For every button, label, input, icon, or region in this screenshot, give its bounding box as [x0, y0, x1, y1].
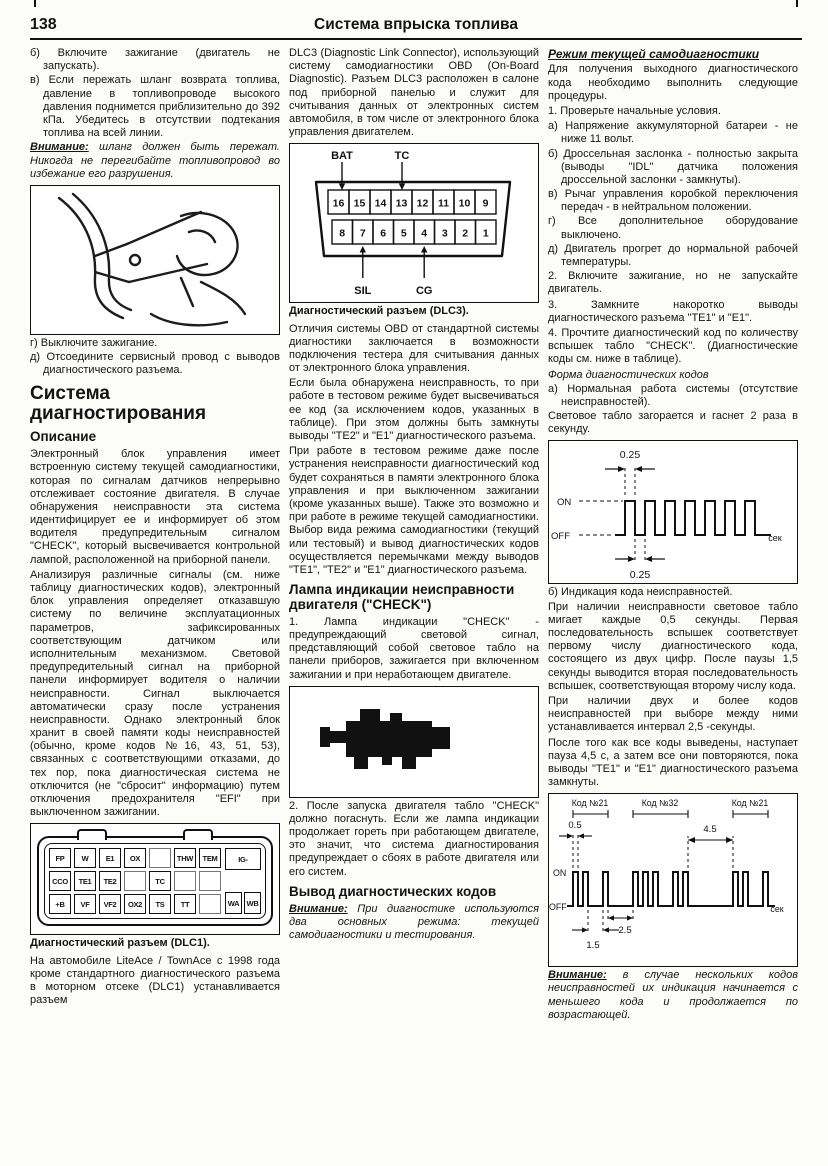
paragraph: 3. Замкните накоротко выводы диагностического разъема "ТЕ1" и "Е1". — [548, 298, 798, 324]
paragraph: Для получения выходного диагностического кода необходимо выполнить следующие процедуры. — [548, 63, 798, 102]
check-engine-icon — [290, 687, 536, 797]
pin-number: 2 — [462, 227, 469, 240]
axis-label-off: OFF — [551, 531, 570, 543]
pin-label: TE2 — [99, 871, 121, 891]
code-label: Код №21 — [571, 798, 609, 809]
pin-number: 10 — [458, 197, 471, 210]
paragraph: Световое табло загорается и гаснет 2 раза в секунду. — [548, 410, 798, 436]
dlc3-connector-figure — [289, 143, 539, 303]
warning-label: Внимание: — [289, 902, 348, 915]
pin-number: 13 — [395, 197, 408, 210]
pin-number: 16 — [332, 197, 345, 210]
pin-label — [199, 871, 221, 891]
pin-number: 11 — [437, 197, 450, 210]
paragraph: д) Отсоедините сервисный провод с выводов диагностического разъема. — [30, 351, 280, 377]
paragraph: 2. После запуска двигателя табло "CHECK" должно погаснуть. Если же лампа индикации продолжает гореть при работающем двигателе, это значит, что система диагностирования предупреждает о сбоях в работе двигателя или его систем. — [289, 799, 539, 878]
pin-label — [174, 871, 196, 891]
pin-label: TT — [174, 894, 196, 914]
pin-label — [199, 894, 221, 914]
pin-label: TC — [149, 871, 171, 891]
paragraph: в) Если пережать шланг возврата топлива, давление в топливопроводе высокого давления поднимется приблизительно до 392 кПа. Убедитесь в отсутствии подтекания топлива на всей линии. — [30, 74, 280, 140]
middle-column — [289, 47, 539, 1024]
pin-number: 4 — [421, 227, 428, 240]
axis-label-sec: сек — [770, 904, 784, 915]
pin-number: 3 — [441, 227, 448, 240]
pin-label: WB — [244, 892, 261, 914]
pin-label: OX2 — [124, 894, 146, 914]
warning-label: Внимание: — [548, 969, 607, 982]
paragraph: 4. Прочтите диагностический код по количеству вспышек табло "CHECK". (Диагностические коды см. ниже в таблице). — [548, 326, 798, 366]
pin-number: 9 — [482, 197, 489, 210]
paragraph: 1. Проверьте начальные условия. — [548, 104, 721, 117]
page-number: 138 — [30, 16, 57, 33]
fault-code-waveform-figure — [548, 793, 798, 967]
three-column-layout — [0, 40, 828, 1024]
pin-label: +B — [49, 894, 71, 914]
paragraph: После того как все коды выведены, наступает пауза 4,5 с, а затем все они повторяются, пока выводы "ТЕ1" и "Е1" диагностического разъема замкнуты. — [548, 736, 798, 789]
axis-label-sec: сек — [768, 533, 782, 544]
fuel-hose-clamp-illustration — [31, 186, 277, 334]
paragraph: DLC3 (Diagnostic Link Connector), использующий систему самодиагностики OBD (On-Board Diagnostic). Разъем DLC3 расположен в салоне под приборной панелью и служит для считывания данных от электронных систем автомобиля, в том числе от электронного блока управления двигателем. — [289, 47, 539, 139]
pin-label: TC — [394, 150, 410, 163]
paragraph: Если была обнаружена неисправность, то при работе в тестовом режиме будет высвечиваться ее код (за исключением кодов, указанных в таблице). При этом должны быть замкнуты выводы "ТЕ2" и "Е1" диагностического разъема. — [289, 377, 539, 442]
fuel-hose-clamp-figure — [30, 185, 280, 335]
dimension-label: 0.25 — [629, 569, 651, 582]
dimension-label: 0.5 — [568, 820, 582, 832]
warning-note: Внимание: При диагностике используются два основных режима: текущей самодиагностики и тестирования. — [289, 902, 539, 942]
pin-label: OX — [124, 848, 146, 868]
axis-label-off: OFF — [549, 902, 567, 913]
paragraph: При наличии двух и более кодов неисправностей при выборе между ними устанавливается интервал 2,5 -секунды. — [548, 694, 798, 734]
pin-number: 12 — [416, 197, 429, 210]
connector-tab — [183, 829, 213, 840]
paragraph: г) Выключите зажигание. — [30, 336, 158, 349]
pin-number: 15 — [353, 197, 366, 210]
pin-label: TEM — [199, 848, 221, 868]
normal-operation-waveform-figure — [548, 440, 798, 584]
pin-label: BAT — [331, 150, 353, 163]
paragraph: 1. Лампа индикации "CHECK" - предупреждающий световой сигнал, представляющий собой световое табло на панели приборов, зажигается при включенном зажигании и при неработающем двигателе. — [289, 615, 539, 681]
pin-label: CCO — [49, 871, 71, 891]
axis-label-on: ON — [553, 868, 567, 879]
subsection-heading: Описание — [30, 429, 97, 445]
pin-label: WA — [225, 892, 242, 914]
paragraph: а) Нормальная работа системы (отсутствие неисправностей). — [548, 382, 798, 408]
warning-label: Внимание: — [30, 141, 89, 154]
normal-operation-waveform — [549, 441, 795, 583]
pin-label: VF2 — [99, 894, 121, 914]
crop-mark — [34, 0, 36, 7]
right-column — [548, 47, 798, 1024]
dlc1-connector-figure — [30, 823, 280, 935]
dimension-label: 4.5 — [703, 824, 717, 836]
paragraph: Анализируя различные сигналы (см. ниже таблицу диагностических кодов), электронный блок управления определяет отказавшую систему по величине эксплуатационных параметров, зафиксированных соответствующим датчиком или исполнительным механизмом. Световой предупредительный сигнал на приборной панели информирует водителя о наличии неисправности. Сигнал выключается автоматически сразу после устранения неисправности. Однако электронный блок хранит в своей памяти коды неисправностей (обычно, кроме кодов №16, 43, 51, 53), связанных с соответствующими отказами, до тех пор, пока диагностическая система не отключится (не "сбросит" информацию) путем отключения предохранителя "EFI" при выключенном зажигании. — [30, 568, 280, 819]
paragraph: При работе в тестовом режиме даже после устранения неисправности диагностический код будет сохраняться в памяти электронного блока управления и при выключенном зажигании (кроме указанных выше). Также это возможно и при работе в режиме текущей самодиагностики. Выбор вида режима самодиагностики (текущий или тестовый) и вывод диагностических кодов осуществляется перемычками между выводов "ТЕ1", "ТЕ2" и "Е1" диагностического разъема. — [289, 445, 539, 576]
pin-label: TS — [149, 894, 171, 914]
fault-code-waveform — [549, 794, 795, 966]
mode-heading: Режим текущей самодиагностики — [548, 47, 760, 61]
pin-label: TE1 — [74, 871, 96, 891]
pin-label: SIL — [354, 285, 372, 298]
connector-tab — [77, 829, 107, 840]
figure-caption: Диагностический разъем (DLC3). — [289, 305, 469, 318]
code-label: Код №21 — [731, 798, 769, 809]
pin-label: FP — [49, 848, 71, 868]
paragraph: д) Двигатель прогрет до нормальной рабочей температуры. — [548, 242, 798, 269]
paragraph: б) Индикация кода неисправностей. — [548, 586, 733, 599]
paragraph: б) Дроссельная заслонка - полностью закрыта (выводы "IDL" датчика положения дроссельной заслонки - замкнуты). — [548, 147, 798, 186]
axis-label-on: ON — [557, 497, 572, 509]
dlc1-pin-grid — [49, 848, 221, 914]
paragraph: г) Все дополнительное оборудование выключено. — [548, 215, 798, 241]
pin-label: VF — [74, 894, 96, 914]
paragraph: 2. Включите зажигание, но не запускайте двигатель. — [548, 270, 798, 296]
paragraph: а) Напряжение аккумуляторной батареи - не ниже 11 вольт. — [548, 120, 798, 146]
crop-mark — [796, 0, 798, 7]
pin-number: 1 — [482, 227, 489, 240]
pin-number: 5 — [400, 227, 407, 240]
paragraph: На автомобиле LiteAce / TownAce с 1998 года кроме стандартного диагностического разъема в моторном отсеке (DLC1) устанавливается разъем — [30, 954, 280, 1007]
warning-note: Внимание: шланг должен быть пережат. Никогда не перегибайте топливопровод во избежание его разрушения. — [30, 141, 280, 180]
pin-number: 8 — [339, 227, 346, 240]
subsection-heading: Вывод диагностических кодов — [289, 883, 497, 899]
pin-label: W — [74, 848, 96, 868]
paragraph: б) Включите зажигание (двигатель не запускать). — [30, 47, 280, 73]
paragraph: При наличии неисправности световое табло мигает каждые 0,5 секунды. Первая последовательность вспышек соответствует первому числу диагностического кода, состоящего из двух цифр. После паузы 1,5 секунды выводится вторая последовательность вспышек, соответствующая второму числу кода. — [548, 600, 798, 692]
dlc3-connector-diagram — [290, 144, 536, 302]
pin-label — [124, 871, 146, 891]
code-label: Код №32 — [641, 798, 679, 809]
paragraph: Отличия системы OBD от стандартной системы диагностики заключается в возможности подключения тестера для считывания данных от электронного блока управления. — [289, 322, 539, 375]
pin-number: 7 — [359, 227, 366, 240]
figure-caption: Диагностический разъем (DLC1). — [30, 937, 210, 950]
dimension-label: 0.25 — [619, 449, 641, 462]
page-header — [30, 8, 802, 40]
dlc1-connector — [37, 836, 273, 926]
dimension-label: 2.5 — [618, 925, 632, 937]
pin-label: CG — [415, 285, 433, 298]
warning-note: Внимание: в случае нескольких кодов неисправностей их индикация начинается с меньшего кода и продолжается по возрастающей. — [548, 969, 798, 1021]
pin-number: 14 — [374, 197, 387, 210]
pin-label: IG- — [225, 848, 261, 870]
left-column — [30, 47, 280, 1024]
dimension-label: 1.5 — [586, 940, 600, 952]
pin-number: 6 — [380, 227, 387, 240]
pin-label — [149, 848, 171, 868]
paragraph: в) Рычаг управления коробкой переключения передач - в нейтральном положении. — [548, 188, 798, 214]
dlc1-side-pins — [225, 848, 261, 914]
subsection-heading: Лампа индикации неисправности двигателя ("CHECK") — [289, 582, 515, 612]
sub-heading: Форма диагностических кодов — [548, 368, 709, 381]
page-title: Система впрыска топлива — [314, 16, 518, 33]
check-engine-lamp-figure — [289, 686, 539, 798]
pin-label: THW — [174, 848, 196, 868]
pin-label: E1 — [99, 848, 121, 868]
section-heading: Система диагностирования — [30, 383, 207, 425]
paragraph: Электронный блок управления имеет встроенную систему текущей самодиагностики, которая по сигналам датчиков непрерывно отслеживает состояние двигателя. В случае обнаружения неисправности эта система идентифицирует ее и информирует об этом водителя предупредительным сигналом "CHECK", который высвечивается контрольной лампой, расположенной на приборной панели. — [30, 448, 280, 566]
